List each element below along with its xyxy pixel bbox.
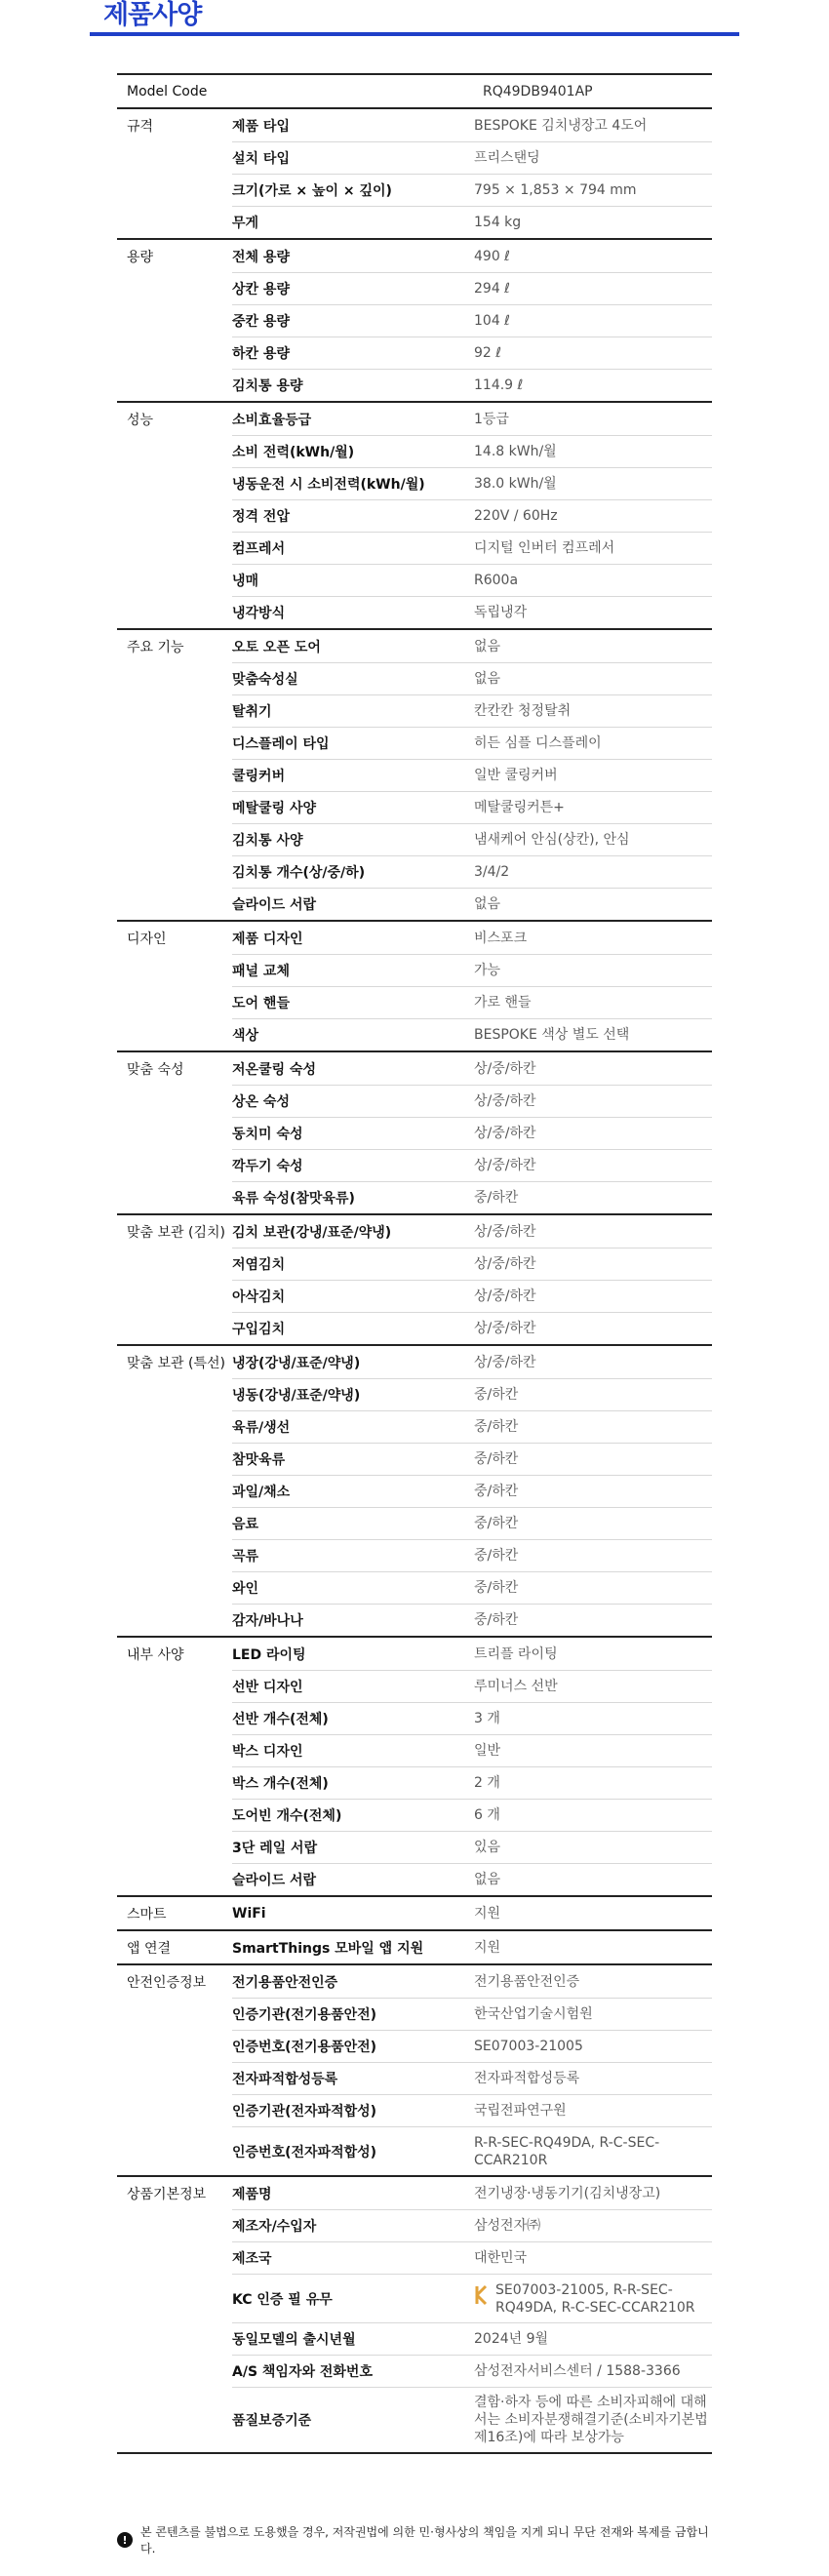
spec-row [232,1248,712,1280]
spec-label: 컴프레서 [232,541,286,557]
notice-text: 본 콘텐츠를 불법으로 도용했을 경우, 저작권법에 의한 민·형사상의 책임을 지게 되니 무단 전재와 복제를 금합니다. [140,2525,709,2556]
spec-label: 소비 전력(kWh/월) [232,445,355,460]
spec-row [232,467,712,499]
spec-value: 114.9 ℓ [474,377,524,393]
spec-row [232,855,712,888]
spec-value: 국립전파연구원 [474,2103,567,2119]
spec-value: 중/하칸 [474,1516,519,1531]
spec-row [232,986,712,1018]
spec-label: 육류/생선 [232,1420,291,1436]
spec-row [232,272,712,304]
spec-row [232,1018,712,1050]
spec-label: 인증번호(전기용품안전) [232,2040,377,2055]
spec-row [232,1280,712,1312]
spec-value: 없음 [474,1872,501,1887]
spec-value: 지원 [474,1939,501,1956]
spec-value: BESPOKE 색상 별도 선택 [474,1027,630,1043]
spec-value: 중/하칸 [474,1484,519,1499]
spec-value: 일반 [474,1743,501,1759]
spec-row [232,174,712,206]
spec-label: 맞춤숙성실 [232,672,298,688]
spec-group [117,109,712,240]
spec-value: 상/중/하칸 [474,1060,536,1077]
spec-value: R600a [474,573,519,588]
spec-value: 삼성전자㈜ [474,2218,541,2234]
spec-row [232,1475,712,1507]
spec-row [232,1443,712,1475]
spec-label: 음료 [232,1517,259,1532]
spec-value: 가능 [474,963,501,978]
spec-value: 104 ℓ [474,313,510,329]
spec-row [232,1346,712,1378]
spec-row [232,2094,712,2126]
spec-row [232,2274,712,2322]
spec-row [232,532,712,564]
kc-wrap [474,2281,712,2317]
spec-row [232,2355,712,2387]
spec-value: 490 ℓ [474,248,510,264]
spec-group [117,1965,712,2177]
spec-label: 인증번호(전자파적합성) [232,2144,377,2160]
spec-value: 상/중/하칸 [474,1288,536,1304]
spec-row [232,1215,712,1248]
spec-row [232,791,712,823]
spec-value: 1등급 [474,411,509,427]
spec-label: 과일/채소 [232,1485,291,1500]
spec-value: 2024년 9월 [474,2331,549,2347]
spec-row [232,1085,712,1117]
spec-label: 도어 핸들 [232,996,290,1011]
spec-label: 제조자/수입자 [232,2219,317,2235]
spec-value: 전기냉장·냉동기기(김치냉장고) [474,2185,661,2201]
spec-label: 제조국 [232,2251,272,2267]
group-name: 맞춤 숙성 [127,1062,184,1078]
spec-label: SmartThings 모바일 앱 지원 [232,1940,424,1957]
spec-row [232,1863,712,1895]
spec-row [232,2209,712,2241]
spec-row [232,694,712,727]
spec-row [232,1702,712,1734]
spec-label: 슬라이드 서랍 [232,1873,317,1888]
spec-label: 3단 레일 서랍 [232,1841,318,1856]
spec-value: 전자파적합성등록 [474,2071,580,2086]
spec-row [232,1965,712,1998]
spec-row [232,823,712,855]
spec-row [232,2241,712,2274]
spec-label: 무게 [232,216,259,231]
spec-value: 중/하칸 [474,1612,519,1628]
spec-value: 795 × 1,853 × 794 mm [474,182,637,198]
spec-row [232,2387,712,2452]
spec-label: 선반 디자인 [232,1680,303,1695]
page-title: 제품사양 [103,0,202,30]
spec-value: 중/하칸 [474,1387,519,1403]
spec-row [232,304,712,337]
spec-label: WiFi [232,1905,266,1922]
spec-label: 박스 디자인 [232,1744,303,1760]
spec-row [232,2177,712,2209]
spec-value: 38.0 kWh/월 [474,476,557,492]
spec-row [232,499,712,532]
spec-row [232,2030,712,2062]
header [90,0,739,36]
spec-value: 독립냉각 [474,605,528,620]
spec-row [232,1149,712,1181]
spec-value: 220V / 60Hz [474,508,558,524]
spec-value: 없음 [474,896,501,912]
spec-label: 슬라이드 서랍 [232,897,317,913]
spec-value: 중/하칸 [474,1580,519,1596]
spec-row [232,727,712,759]
spec-label: 동일모델의 출시년월 [232,2332,356,2348]
spec-row [232,369,712,401]
spec-row [232,1604,712,1636]
spec-row [232,1931,712,1963]
spec-value: 상/중/하칸 [474,1158,536,1173]
spec-value: 중/하칸 [474,1548,519,1564]
group-name: 주요 기능 [127,640,184,655]
spec-group [117,630,712,922]
spec-group [117,1052,712,1215]
model-code-value: RQ49DB9401AP [483,83,593,99]
spec-label: A/S 책임자와 전화번호 [232,2364,373,2380]
spec-label: KC 인증 필 유무 [232,2291,333,2308]
spec-value: 중/하칸 [474,1419,519,1435]
spec-value: 상/중/하칸 [474,1354,536,1370]
spec-value: 메탈쿨링커튼+ [474,800,565,815]
spec-group [117,1897,712,1931]
spec-row [232,564,712,596]
spec-label: 탈취기 [232,704,272,720]
spec-value: 없음 [474,638,501,654]
spec-row [232,141,712,174]
spec-label: 김치통 용량 [232,378,303,394]
spec-row [232,337,712,369]
spec-value: 2 개 [474,1775,500,1791]
spec-label: 와인 [232,1581,259,1597]
spec-value: 칸칸칸 청정탈취 [474,703,572,719]
group-name: 성능 [127,413,154,428]
spec-label: 메탈쿨링 사양 [232,801,317,816]
spec-value: 294 ℓ [474,281,510,297]
spec-row [232,1312,712,1344]
spec-row [232,1897,712,1929]
spec-value: SE07003-21005 [474,2039,583,2054]
spec-group [117,240,712,403]
spec-value: BESPOKE 김치냉장고 4도어 [474,117,648,134]
copyright-notice [117,2523,712,2556]
spec-label: 제품 타입 [232,118,290,135]
spec-row [232,1670,712,1702]
spec-label: 오토 오픈 도어 [232,639,321,655]
model-code-row [117,73,712,109]
spec-row [232,435,712,467]
spec-value: 전기용품안전인증 [474,1973,580,1990]
exclamation-icon: ! [117,2532,133,2548]
spec-label: 제품 디자인 [232,931,303,947]
spec-value: 14.8 kWh/월 [474,444,557,459]
spec-value: 결함·하자 등에 따른 소비자피해에 대해서는 소비자분쟁해결기준(소비자기본법 제16조)에 따라 보상가능 [474,2395,708,2445]
spec-row [232,1052,712,1085]
spec-label: 냉매 [232,574,259,589]
spec-label: 저온쿨링 숙성 [232,1061,317,1078]
spec-group [117,1638,712,1897]
spec-group [117,403,712,630]
spec-value: 중/하칸 [474,1190,519,1206]
spec-row [232,2126,712,2175]
spec-group [117,2177,712,2454]
spec-value: 154 kg [474,215,522,230]
kc-mark-icon [474,2283,491,2307]
spec-value: 상/중/하칸 [474,1093,536,1109]
spec-value: 대한민국 [474,2250,528,2266]
spec-label: 냉동(강냉/표준/약냉) [232,1388,361,1404]
group-name: 상품기본정보 [127,2187,207,2202]
spec-value: 없음 [474,671,501,687]
spec-row [232,1998,712,2030]
spec-value: 루미너스 선반 [474,1679,558,1694]
group-name: 스마트 [127,1907,167,1922]
spec-row [232,759,712,791]
group-name: 맞춤 보관 (김치) [127,1225,225,1241]
spec-value: 6 개 [474,1807,500,1823]
spec-row [232,630,712,662]
spec-value: 상/중/하칸 [474,1321,536,1336]
spec-value: 비스포크 [474,930,528,946]
spec-value: 상/중/하칸 [474,1223,536,1240]
spec-label: 냉동운전 시 소비전력(kWh/월) [232,477,425,493]
spec-label: 냉장(강냉/표준/약냉) [232,1355,361,1371]
spec-value: 3/4/2 [474,864,510,880]
group-name: 맞춤 보관 (특선) [127,1356,225,1371]
group-name: 앱 연결 [127,1941,172,1957]
spec-row [232,240,712,272]
spec-label: 육류 숙성(참맛육류) [232,1191,355,1207]
spec-value: 한국산업기술시험원 [474,2006,593,2022]
spec-label: 구입김치 [232,1322,286,1337]
spec-label: 중칸 용량 [232,314,290,330]
spec-label: 전자파적합성등록 [232,2072,338,2087]
spec-label: 소비효율등급 [232,412,312,428]
group-name: 규격 [127,119,154,135]
spec-value: 상/중/하칸 [474,1126,536,1141]
spec-row [232,2062,712,2094]
spec-value: 지원 [474,1905,501,1922]
spec-value-kc [474,2276,712,2322]
spec-label: 깍두기 숙성 [232,1159,303,1174]
spec-row [232,596,712,628]
spec-row [232,1181,712,1213]
spec-label: 선반 개수(전체) [232,1712,329,1727]
spec-label: 도어빈 개수(전체) [232,1808,342,1824]
spec-value: 일반 쿨링커버 [474,768,558,783]
spec-row [232,1831,712,1863]
spec-label: 품질보증기준 [232,2413,312,2429]
spec-row [232,2322,712,2355]
spec-row [232,1734,712,1766]
spec-row [232,1571,712,1604]
spec-label: 김치통 개수(상/중/하) [232,865,366,881]
spec-label: 색상 [232,1028,259,1044]
spec-row [232,1638,712,1670]
group-name: 용량 [127,250,154,265]
spec-row [232,662,712,694]
spec-label: 패널 교체 [232,964,290,979]
spec-row [232,888,712,920]
spec-row [232,1378,712,1410]
spec-label: 정격 전압 [232,509,290,525]
spec-value: 삼성전자서비스센터 / 1588-3366 [474,2363,681,2379]
spec-row [232,954,712,986]
spec-label: 하칸 용량 [232,346,290,362]
spec-group [117,1931,712,1965]
spec-group [117,922,712,1052]
spec-group [117,1215,712,1346]
spec-value: 트리플 라이팅 [474,1645,558,1662]
spec-label: 저염김치 [232,1257,286,1273]
spec-row [232,1766,712,1799]
model-code-label: Model Code [127,83,208,99]
group-name: 안전인증정보 [127,1975,207,1991]
spec-table [117,73,712,2454]
spec-label: 참맛육류 [232,1452,286,1468]
spec-value: 프리스탠딩 [474,150,540,166]
spec-value: 히든 심플 디스플레이 [474,735,602,751]
spec-label: 제품명 [232,2186,272,2202]
spec-label: 박스 개수(전체) [232,1776,329,1792]
spec-row [232,206,712,238]
spec-value: 냄새케어 안심(상칸), 안심 [474,832,630,848]
spec-label: 상칸 용량 [232,282,290,297]
spec-label: 설치 타입 [232,151,290,167]
spec-label: 크기(가로 × 높이 × 깊이) [232,183,392,199]
spec-row [232,109,712,141]
spec-row [232,1117,712,1149]
spec-value: SE07003-21005, R-R-SEC-RQ49DA, R-C-SEC-CCAR210R [495,2281,695,2316]
spec-row [232,1410,712,1443]
spec-value: 있음 [474,1840,501,1855]
spec-label: 냉각방식 [232,606,286,621]
title-underline [90,32,739,36]
spec-row [232,1507,712,1539]
spec-value: 상/중/하칸 [474,1256,536,1272]
spec-label: 김치통 사양 [232,833,303,849]
spec-row [232,403,712,435]
spec-label: 인증기관(전자파적합성) [232,2104,377,2120]
spec-label: LED 라이팅 [232,1646,306,1663]
spec-row [232,922,712,954]
spec-label: 감자/바나나 [232,1613,303,1629]
group-name: 내부 사양 [127,1647,184,1663]
spec-row [232,1539,712,1571]
spec-value: 가로 핸들 [474,995,532,1011]
spec-value: 디지털 인버터 컴프레서 [474,540,615,556]
spec-value: R-R-SEC-RQ49DA, R-C-SEC-CCAR210R [474,2134,660,2168]
spec-label: 인증기관(전기용품안전) [232,2007,377,2023]
spec-value: 3 개 [474,1711,500,1726]
spec-label: 김치 보관(강냉/표준/약냉) [232,1224,392,1241]
spec-label: 쿨링커버 [232,769,286,784]
group-name: 디자인 [127,931,167,947]
spec-value: 92 ℓ [474,345,502,361]
spec-label: 아삭김치 [232,1289,286,1305]
spec-label: 전체 용량 [232,249,290,265]
spec-label: 곡류 [232,1549,259,1565]
spec-label: 상온 숙성 [232,1094,290,1110]
spec-group [117,1346,712,1638]
spec-label: 디스플레이 타입 [232,736,330,752]
spec-label: 전기용품안전인증 [232,1974,338,1991]
spec-label: 동치미 숙성 [232,1127,303,1142]
spec-row [232,1799,712,1831]
spec-value: 중/하칸 [474,1451,519,1467]
